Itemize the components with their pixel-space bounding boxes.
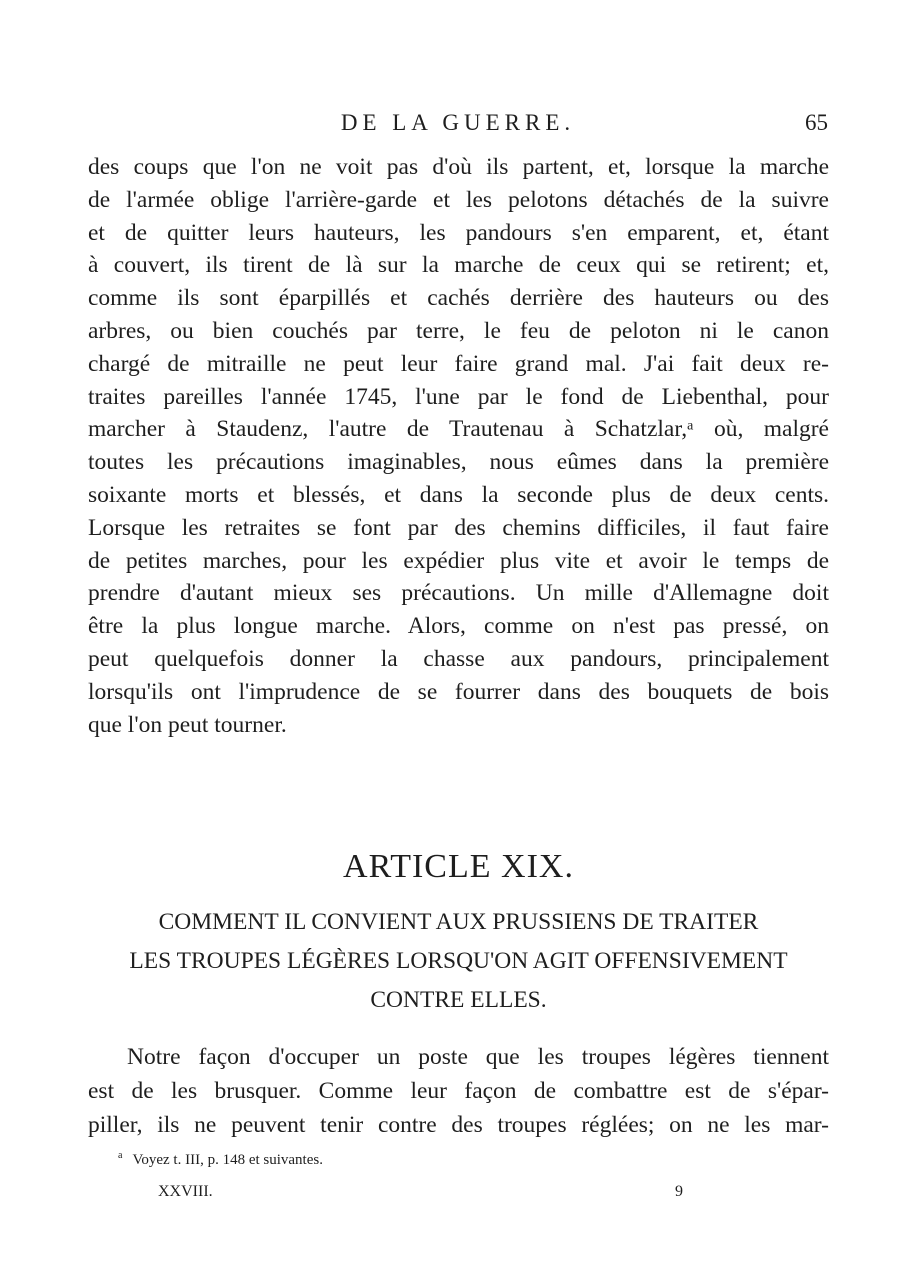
text-line: que l'on peut tourner. [88,711,287,738]
text-line: piller, ils ne peuvent tenir contre des troupes réglées; on ne les mar- [88,1112,829,1138]
text-line: et de quitter leurs hauteurs, les pandours s'en emparent, et, étant [88,219,829,246]
text-line: lorsqu'ils ont l'imprudence de se fourrer dans des bouquets de bois [88,678,829,705]
subtitle-line: CONTRE ELLES. [370,987,547,1013]
page-number: 65 [805,110,828,135]
footnote-marker: a [118,1150,123,1161]
text-line: prendre d'autant mieux ses précautions. Un mille d'Allemagne doit [88,580,829,607]
footnote [118,1150,323,1169]
text-line: Notre façon d'occuper un poste que les troupes légères tiennent [127,1044,829,1070]
text-line: toutes les précautions imaginables, nous eûmes dans la première [88,449,829,476]
text-line: comme ils sont éparpillés et cachés derrière des hauteurs ou des [88,285,829,312]
text-line: être la plus longue marche. Alors, comme on n'est pas pressé, on [88,613,829,640]
footnote-text: Voyez t. III, p. 148 et suivantes. [132,1152,323,1168]
text-line: des coups que l'on ne voit pas d'où ils partent, et, lorsque la marche [88,154,829,180]
text-line: traites pareilles l'année 1745, l'une par le fond de Liebenthal, pour [88,383,829,410]
body-paragraph [88,151,829,741]
article-paragraph [88,1040,829,1142]
signature-sheet: 9 [675,1183,683,1200]
text-line: arbres, ou bien couchés par terre, le feu de peloton ni le canon [88,317,829,344]
text-line: est de les brusquer. Comme leur façon de combattre est de s'épar- [88,1078,829,1104]
signature-volume: XXVIII. [158,1183,213,1200]
text-line: à couvert, ils tirent de là sur la marche de ceux qui se retirent; et, [88,252,829,279]
text-line: de l'armée oblige l'arrière-garde et les pelotons détachés de la suivre [88,186,829,213]
running-head [88,110,828,140]
text-line: marcher à Staudenz, l'autre de Trautenau à Schatzlar,ᵃ où, malgré [88,416,829,443]
text-line: Lorsque les retraites se font par des chemins difficiles, il faut faire [88,514,829,541]
article-subtitle [88,903,829,1020]
running-head-title: DE LA GUERRE. [340,110,576,135]
text-line: soixante morts et blessés, et dans la seconde plus de deux cents. [88,481,829,508]
article-title: ARTICLE XIX. [343,848,574,885]
text-line: peut quelquefois donner la chasse aux pandours, principalement [88,645,829,672]
subtitle-line: LES TROUPES LÉGÈRES LORSQU'ON AGIT OFFENSIVEMENT [129,948,788,974]
subtitle-line: COMMENT IL CONVIENT AUX PRUSSIENS DE TRAITER [158,909,759,935]
text-line: de petites marches, pour les expédier plus vite et avoir le temps de [88,547,829,574]
text-line: chargé de mitraille ne peut leur faire grand mal. J'ai fait deux re- [88,350,829,377]
